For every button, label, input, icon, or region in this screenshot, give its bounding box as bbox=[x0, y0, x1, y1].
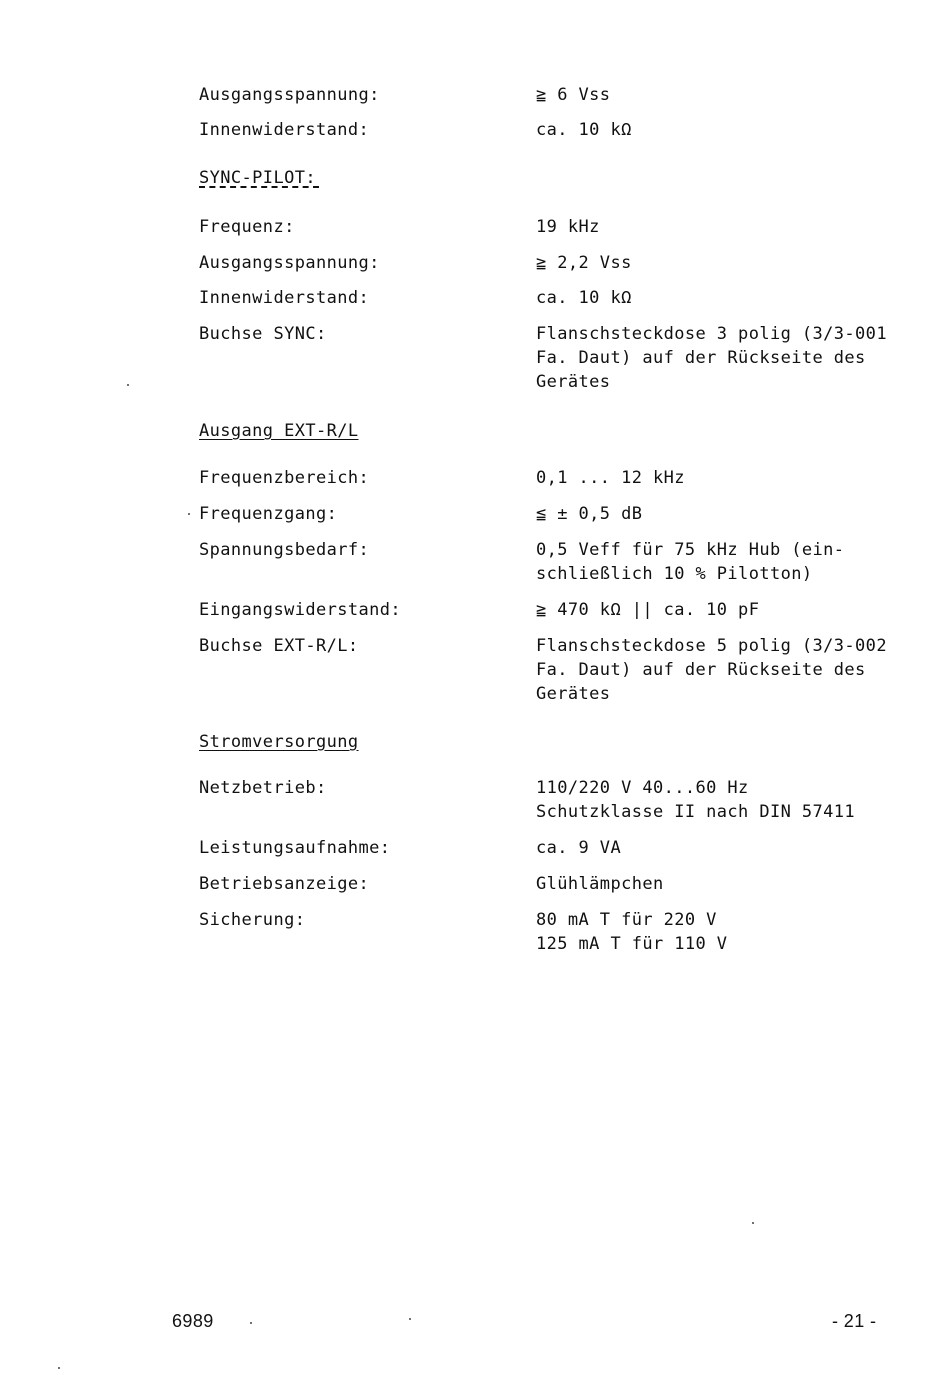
value-innenwiderstand: ca. 10 kΩ bbox=[536, 120, 632, 140]
value-spannungsbedarf-line1: 0,5 Veff für 75 kHz Hub (ein- bbox=[536, 540, 845, 560]
scan-speck bbox=[127, 384, 129, 386]
value-frequenzgang: ≦ ± 0,5 dB bbox=[536, 504, 643, 524]
label-betriebsanzeige: Betriebsanzeige: bbox=[199, 874, 370, 894]
value-buchse-ext-line2: Fa. Daut) auf der Rückseite des bbox=[536, 660, 866, 680]
value-netzbetrieb-line1: 110/220 V 40...60 Hz bbox=[536, 778, 749, 798]
label-frequenz: Frequenz: bbox=[199, 217, 295, 237]
value-buchse-ext-line3: Gerätes bbox=[536, 684, 611, 704]
label-buchse-ext: Buchse EXT-R/L: bbox=[199, 636, 359, 656]
value-sicherung-line2: 125 mA T für 110 V bbox=[536, 934, 728, 954]
value-buchse-sync-line1: Flanschsteckdose 3 polig (3/3-001 bbox=[536, 324, 887, 344]
label-leistungsaufnahme: Leistungsaufnahme: bbox=[199, 838, 391, 858]
value-sync-ausgangsspannung: ≧ 2,2 Vss bbox=[536, 253, 632, 273]
label-buchse-sync: Buchse SYNC: bbox=[199, 324, 327, 344]
section-heading-stromversorgung: Stromversorgung bbox=[199, 732, 359, 752]
value-sync-innenwiderstand: ca. 10 kΩ bbox=[536, 288, 632, 308]
label-frequenzgang: Frequenzgang: bbox=[199, 504, 338, 524]
label-sync-innenwiderstand: Innenwiderstand: bbox=[199, 288, 370, 308]
value-betriebsanzeige: Glühlämpchen bbox=[536, 874, 664, 894]
section-heading-ausgang-ext: Ausgang EXT-R/L bbox=[199, 421, 359, 441]
value-eingangswiderstand: ≧ 470 kΩ || ca. 10 pF bbox=[536, 600, 760, 620]
label-innenwiderstand: Innenwiderstand: bbox=[199, 120, 370, 140]
label-sync-ausgangsspannung: Ausgangsspannung: bbox=[199, 253, 380, 273]
label-netzbetrieb: Netzbetrieb: bbox=[199, 778, 327, 798]
value-ausgangsspannung: ≧ 6 Vss bbox=[536, 85, 611, 105]
value-buchse-sync-line3: Gerätes bbox=[536, 372, 611, 392]
value-buchse-sync-line2: Fa. Daut) auf der Rückseite des bbox=[536, 348, 866, 368]
value-leistungsaufnahme: ca. 9 VA bbox=[536, 838, 622, 858]
section-heading-sync-pilot: SYNC-PILOT: bbox=[199, 168, 316, 188]
value-frequenz: 19 kHz bbox=[536, 217, 600, 237]
label-frequenzbereich: Frequenzbereich: bbox=[199, 468, 370, 488]
scan-speck bbox=[250, 1322, 252, 1324]
scan-speck bbox=[188, 513, 190, 515]
scan-speck bbox=[58, 1367, 60, 1369]
value-frequenzbereich: 0,1 ... 12 kHz bbox=[536, 468, 685, 488]
document-number: 6989 bbox=[172, 1311, 214, 1331]
scan-speck bbox=[409, 1318, 411, 1320]
value-netzbetrieb-line2: Schutzklasse II nach DIN 57411 bbox=[536, 802, 856, 822]
scan-speck bbox=[752, 1222, 754, 1224]
heading-dashed-underline bbox=[199, 186, 319, 188]
value-spannungsbedarf-line2: schließlich 10 % Pilotton) bbox=[536, 564, 813, 584]
value-sicherung-line1: 80 mA T für 220 V bbox=[536, 910, 717, 930]
page-number: - 21 - bbox=[832, 1311, 877, 1331]
label-spannungsbedarf: Spannungsbedarf: bbox=[199, 540, 370, 560]
label-ausgangsspannung: Ausgangsspannung: bbox=[199, 85, 380, 105]
value-buchse-ext-line1: Flanschsteckdose 5 polig (3/3-002 bbox=[536, 636, 887, 656]
label-eingangswiderstand: Eingangswiderstand: bbox=[199, 600, 402, 620]
label-sicherung: Sicherung: bbox=[199, 910, 306, 930]
